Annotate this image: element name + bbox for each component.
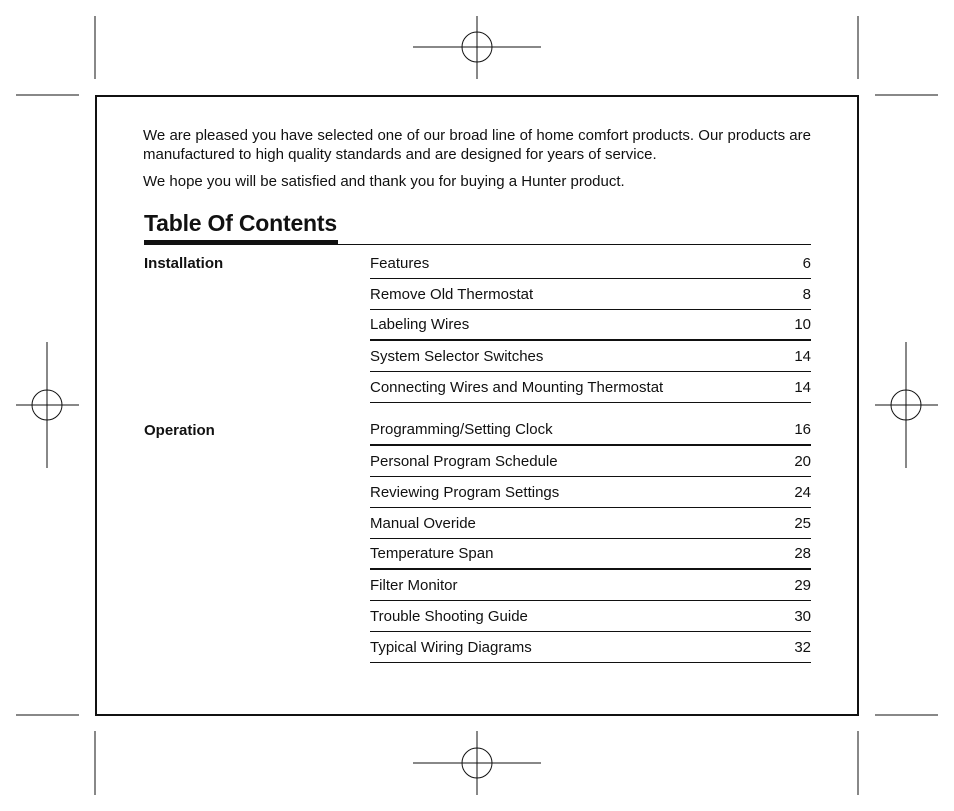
toc-entry-page: 14	[794, 347, 811, 365]
toc-entry-page: 25	[794, 514, 811, 532]
toc-entry-page: 16	[794, 421, 811, 438]
toc-entry[interactable]	[370, 415, 811, 446]
toc-entry-page: 30	[794, 607, 811, 625]
toc-entry-page: 10	[794, 316, 811, 333]
toc-section-operation	[143, 415, 811, 663]
intro-paragraph: We hope you will be satisfied and thank you for buying a Hunter product.	[143, 173, 625, 190]
section-label: Installation	[144, 255, 224, 272]
toc-entry-title: Typical Wiring Diagrams	[370, 638, 532, 656]
toc-title: Table Of Contents	[144, 210, 337, 236]
toc-heading	[143, 210, 811, 248]
toc-entry[interactable]	[370, 632, 811, 663]
toc-entry-title: Reviewing Program Settings	[370, 483, 560, 501]
toc-entry-title: Trouble Shooting Guide	[370, 607, 528, 625]
toc-entry[interactable]	[370, 372, 811, 403]
toc-rule	[338, 244, 811, 245]
toc-entry-title: Temperature Span	[370, 545, 494, 562]
toc-entry-page: 32	[794, 638, 811, 656]
registration-mark-right	[875, 342, 938, 468]
toc-entry-title: Labeling Wires	[370, 316, 470, 333]
toc-entry-title: Programming/Setting Clock	[370, 421, 553, 438]
toc-entry[interactable]	[370, 570, 811, 601]
toc-entry-page: 8	[802, 285, 811, 303]
toc-section-installation	[143, 248, 811, 403]
registration-mark-left	[16, 342, 79, 468]
toc-entry[interactable]	[370, 601, 811, 632]
toc-entry-page: 24	[794, 483, 811, 501]
section-label: Operation	[144, 422, 215, 439]
toc-entry-page: 28	[794, 545, 811, 562]
toc-entry-title: Filter Monitor	[370, 576, 458, 594]
toc-entry-title: Remove Old Thermostat	[370, 285, 534, 303]
toc-entry[interactable]	[370, 508, 811, 539]
toc-entry-page: 20	[794, 452, 811, 470]
toc-entry-title: Personal Program Schedule	[370, 452, 558, 470]
toc-title-underline	[144, 240, 338, 245]
toc-entry-page: 29	[794, 576, 811, 594]
toc-entry[interactable]	[370, 279, 811, 310]
toc-entries	[370, 248, 811, 403]
toc-entry[interactable]	[370, 310, 811, 341]
toc-entry-title: System Selector Switches	[370, 347, 544, 365]
toc-entry[interactable]	[370, 446, 811, 477]
toc-entry[interactable]	[370, 477, 811, 508]
toc-entry-title: Features	[370, 254, 430, 272]
toc-entry-title: Connecting Wires and Mounting Thermostat	[370, 378, 664, 396]
toc-entry[interactable]	[370, 341, 811, 372]
toc-entry-page: 14	[794, 378, 811, 396]
toc-entry-title: Manual Overide	[370, 514, 476, 532]
toc-entry[interactable]	[370, 248, 811, 279]
toc-entry[interactable]	[370, 539, 811, 570]
toc-entries	[370, 415, 811, 663]
registration-mark-bottom	[413, 731, 541, 795]
toc-entry-page: 6	[802, 254, 811, 272]
intro-paragraph: We are pleased you have selected one of our broad line of home comfort products. Our products are manufactured to high quality standards and are designed for years of service.	[143, 127, 811, 163]
page-content	[143, 126, 811, 663]
registration-mark-top	[413, 16, 541, 79]
